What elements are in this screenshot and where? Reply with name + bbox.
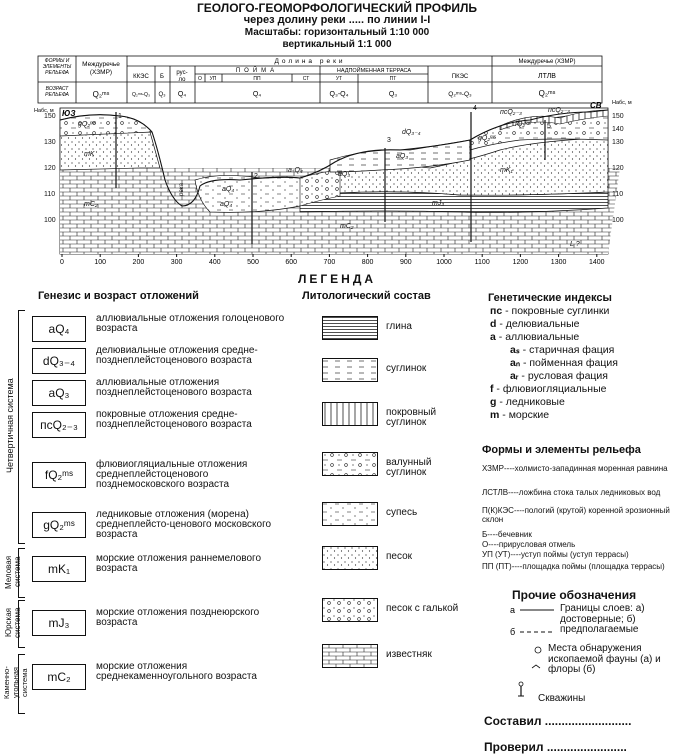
xtick-label: 200	[132, 259, 145, 266]
lith-label: супесь	[386, 507, 418, 518]
genesis-code: aQ₃	[32, 380, 86, 406]
relief-key: ПП (ПТ)	[482, 562, 512, 571]
genesis-text: делювиальные отложения средне-позднеплейстоценового возраста	[96, 345, 258, 366]
xtick-label: 1200	[512, 259, 529, 266]
layer-jurassic	[300, 192, 608, 213]
xtick-label: 800	[361, 259, 374, 266]
xtick-label: 1000	[436, 259, 452, 266]
well-number: 3	[387, 137, 391, 144]
age-poima: Q₄	[252, 91, 262, 98]
layer-label: aQ₃	[338, 171, 351, 178]
row2-label: ВОЗРАСТ РЕЛЬЕФА	[45, 86, 69, 98]
index-item: f - флювиогляциальные	[490, 383, 607, 395]
lith-label: песок с галькой	[386, 603, 459, 614]
kkes-label: ККЭС	[133, 74, 149, 80]
xtick-label: 500	[247, 259, 259, 266]
well-number: 5	[547, 123, 551, 130]
xtick-label: 400	[208, 259, 221, 266]
index-value: русловая фация	[527, 370, 608, 382]
genesis-text: морские отложения позднеюрского возраста	[96, 607, 260, 628]
index-item: m - морские	[490, 409, 550, 421]
x-axis	[60, 254, 605, 266]
index-value: делювиальные	[505, 318, 580, 330]
lith-swatch	[322, 598, 378, 622]
ytick-right: 140	[612, 126, 624, 133]
system-cretaceous: Меловая система	[4, 555, 22, 589]
relief-item: О----прирусловая отмель	[482, 540, 576, 549]
genesis-code: mC₂	[32, 664, 86, 690]
xtick-label: 100	[94, 259, 107, 266]
genesis-text: аллювиальные отложения голоценового возраста	[96, 313, 285, 334]
relief-key: ХЗМР	[482, 464, 504, 473]
system-bracket	[18, 310, 25, 544]
index-item: g - ледниковые	[490, 396, 565, 408]
poima-label: ПОЙМА	[235, 68, 279, 74]
fossil-icon	[532, 647, 541, 668]
index-key: d	[490, 318, 497, 330]
index-value: морские	[508, 409, 550, 421]
well-icon	[518, 682, 524, 696]
genesis-text: аллювиальные отложения позднеплейстоценового возраста	[96, 377, 252, 398]
index-key: aₛ	[510, 344, 520, 356]
lith-swatch	[322, 358, 378, 382]
lith-label: известняк	[386, 649, 432, 660]
row1-label: ФОРМЫ И ЭЛЕМЕНТЫ РЕЛЬЕФА	[42, 58, 72, 76]
page-subtitle: через долину реки ..... по линии I-I	[243, 14, 431, 26]
other-title: Прочие обозначения	[512, 588, 637, 602]
pp-label: ПП	[253, 76, 261, 82]
lith-swatch	[322, 452, 378, 476]
xtick-label: 700	[323, 259, 336, 266]
layer-label: dQ₃₋₄	[402, 129, 421, 136]
layer-cretaceous-left	[60, 132, 160, 170]
y-axis-left	[44, 113, 56, 224]
relief-title: Формы и элементы рельефа	[482, 444, 641, 456]
lith-label: валунный суглинок	[386, 457, 432, 478]
legend-title: ЛЕГЕНДА	[297, 272, 377, 286]
layer-label: L ?	[570, 241, 580, 248]
index-item: aₙ - пойменная фация	[510, 357, 618, 369]
genesis-code: dQ₃₋₄	[32, 348, 86, 374]
st-label: СТ	[302, 76, 310, 82]
xtick-label: 1300	[550, 259, 567, 266]
ytick-right: 110	[612, 191, 624, 198]
lith-label: суглинок	[386, 363, 427, 374]
relief-key: УП (УТ)	[482, 550, 511, 559]
index-value: покровные суглинки	[511, 305, 610, 317]
b-label: Б	[160, 74, 164, 80]
boundary-a-label: а	[510, 605, 516, 615]
lith-swatch	[322, 402, 378, 426]
boundary-b-label: б	[510, 627, 516, 637]
genesis-code: aQ₄	[32, 316, 86, 342]
lith-label: песок	[386, 551, 413, 562]
xtick-label: 600	[285, 259, 298, 266]
layer-label: mK	[84, 151, 95, 158]
index-item: a - аллювиальные	[490, 331, 580, 343]
system-quaternary: Четвертичная система	[5, 378, 15, 474]
layer-label: aₛQ₄	[288, 167, 303, 174]
index-item: aₛ - старичная фация	[510, 344, 615, 356]
index-key: g	[490, 396, 497, 408]
index-item: пс - покровные суглинки	[490, 305, 610, 317]
fossil-text: Места обнаружения ископаемой фауны (а) и флоры (б)	[548, 643, 661, 675]
xtick-label: 0	[60, 259, 64, 266]
index-value: аллювиальные	[505, 331, 580, 343]
index-key: a	[490, 331, 496, 343]
genesis-code: mK₁	[32, 556, 86, 582]
relief-item: ПП (ПТ)----площадка поймы (площадка террасы)	[482, 562, 665, 571]
ytick-right: 100	[612, 217, 624, 224]
index-value: флювиогляциальные	[502, 383, 607, 395]
valley-label: Долина реки	[274, 58, 346, 65]
system-carboniferous: Каменно-угольная система	[2, 666, 29, 700]
index-value: ледниковые	[505, 396, 565, 408]
relief-item: ХЗМР----холмисто-западинная моренная равнина	[482, 464, 668, 473]
relief-key: ЛСТЛВ	[482, 488, 509, 497]
ytick-left: 130	[44, 139, 56, 146]
right-end-label: СВ	[590, 101, 602, 110]
genesis-text: ледниковые отложения (морена) среднеплейсто-ценового московского возраста	[96, 509, 272, 540]
right-axis-label: Hабс, м	[612, 100, 632, 106]
ut-label: УТ	[335, 76, 343, 82]
age-pkes: Q₂ᵐˢ-Q₃	[448, 91, 472, 98]
well-number: 1	[118, 113, 122, 120]
o-label: О	[198, 76, 202, 82]
ytick-right: 120	[612, 165, 624, 172]
genesis-code: mJ₃	[32, 610, 86, 636]
lith-label: покровный суглинок	[386, 407, 437, 428]
lith-title: Литологический состав	[302, 290, 431, 302]
ltlv-label: ЛТЛВ	[538, 73, 556, 80]
relief-value: холмисто-западинная моренная равнина	[514, 464, 668, 473]
index-item: aᵣ - русловая фация	[510, 370, 608, 382]
lith-swatch	[322, 546, 378, 570]
relief-value: площадка поймы (площадка террасы)	[522, 562, 665, 571]
lith-swatch	[322, 644, 378, 668]
layer-label: aQ₃	[396, 153, 409, 160]
left-axis-label: Hабс, м	[34, 108, 54, 114]
layer-label: gQ₂ᵐˢ	[78, 121, 96, 128]
relief-value: ложбина стока талых ледниковых вод	[518, 488, 661, 497]
relief-item: П(К)КЭС----пологий (крутой) коренной эрозионный склон	[482, 506, 670, 524]
genesis-code: fQ₂ᵐˢ	[32, 462, 86, 488]
genesis-text: морские отложения среднекаменноугольного возраста	[96, 661, 257, 682]
relief-key: О	[482, 540, 489, 549]
composed-line: Составил ..........................	[484, 714, 632, 728]
index-key: aᵣ	[510, 370, 519, 382]
lith-swatch	[322, 316, 378, 340]
ytick-left: 100	[44, 217, 56, 224]
lith-label: глина	[386, 321, 412, 332]
index-key: пс	[490, 305, 503, 317]
index-key: aₙ	[510, 357, 521, 369]
well-number: 4	[473, 105, 477, 112]
page-title: ГЕОЛОГО-ГЕОМОРФОЛОГИЧЕСКИЙ ПРОФИЛЬ	[196, 1, 478, 15]
index-value: пойменная фация	[529, 357, 618, 369]
layer-label: aQ₄	[220, 201, 233, 208]
ruslo-label: рус-ло	[176, 70, 188, 83]
age-terrace-pt: Q₃	[388, 91, 398, 98]
system-jurassic: Юрская система	[4, 607, 22, 639]
layer-label: mC₂	[340, 223, 354, 230]
genesis-text: покровные отложения средне-позднеплейстоценового возраста	[96, 409, 252, 430]
ytick-left: 150	[44, 113, 56, 120]
age-kkes: Q₂ᵐˢ-Q₃	[132, 92, 150, 98]
age-ruslo: Q₄	[177, 91, 187, 98]
age-right: Q₂ᵐˢ	[538, 89, 556, 98]
layer-label: gQ₂ᵐˢ	[478, 135, 496, 142]
layer-label: псQ₂₋₃	[500, 109, 522, 116]
xtick-label: 1100	[474, 259, 490, 266]
pkes-label: ПКЭС	[451, 74, 469, 80]
ytick-left: 110	[44, 191, 56, 198]
ytick-right: 130	[612, 139, 624, 146]
xtick-label: 1400	[589, 259, 605, 266]
index-key: m	[490, 409, 500, 421]
genesis-text: морские отложения раннемелового возраста	[96, 553, 262, 574]
up-label: УП	[209, 76, 217, 82]
relief-key: П(К)КЭС	[482, 506, 514, 515]
genesis-text: флювиогляциальные отложения среднеплейстоценового позднемосковского возраста	[96, 459, 248, 490]
layer-label: псQ₂₋₃	[548, 107, 570, 114]
river-label: река	[179, 183, 185, 196]
relief-value: уступ поймы (уступ террасы)	[521, 550, 629, 559]
relief-value: пологий (крутой) коренной эрозионный склон	[482, 506, 670, 524]
relief-item: УП (УТ)----уступ поймы (уступ террасы)	[482, 550, 629, 559]
index-item: d - делювиальные	[490, 318, 580, 330]
layer-label: mJ₃	[432, 200, 445, 207]
lith-swatch	[322, 502, 378, 526]
checked-line: Проверил ........................	[484, 740, 627, 754]
geological-profile	[0, 0, 674, 270]
genesis-title: Генезис и возраст отложений	[38, 290, 199, 302]
ytick-right: 150	[612, 113, 624, 120]
layer-label: mK₁	[500, 167, 513, 174]
boundary-text: Границы слоев: а) достоверные; б) предполагаемые	[560, 603, 645, 635]
age-b: Q₃	[158, 92, 166, 98]
left-plain-age: Q₂ᵐˢ	[92, 90, 110, 99]
pt-label: ПТ	[389, 76, 397, 82]
scale-horizontal: Масштабы: горизонтальный 1:10 000	[244, 27, 430, 38]
left-plain-label: Междуречье (ХЗМР)	[82, 61, 120, 76]
scale-vertical: вертикальный 1:1 000	[282, 39, 392, 50]
index-key: f	[490, 383, 494, 395]
relief-value: бечевник	[497, 530, 532, 539]
ytick-left: 120	[44, 165, 56, 172]
xtick-label: 300	[170, 259, 183, 266]
well-number: 2	[254, 173, 258, 180]
genesis-code: gQ₂ᵐˢ	[32, 512, 86, 538]
age-terrace-ut: Q₃-Q₄	[329, 91, 349, 98]
terrace-label: НАДПОЙМЕННАЯ ТЕРРАСА	[336, 68, 412, 74]
left-end-label: ЮЗ	[62, 109, 76, 118]
xtick-label: 900	[399, 259, 412, 266]
right-plain-label: Междуречье (ХЗМР)	[518, 59, 576, 65]
relief-item: ЛСТЛВ----ложбина стока талых ледниковых вод	[482, 488, 661, 497]
layer-label: fQ₂ᵐˢ	[515, 121, 531, 128]
relief-item: Б----бечевник	[482, 530, 532, 539]
layer-label: mC₂	[84, 201, 98, 208]
layer-label: aQ₄	[222, 186, 235, 193]
genesis-code: псQ₂₋₃	[32, 412, 86, 438]
indices-title: Генетические индексы	[488, 292, 612, 304]
relief-value: прирусловая отмель	[498, 540, 576, 549]
relief-key: Б	[482, 530, 488, 539]
index-value: старичная фация	[529, 344, 615, 356]
wells-text: Скважины	[538, 693, 586, 704]
